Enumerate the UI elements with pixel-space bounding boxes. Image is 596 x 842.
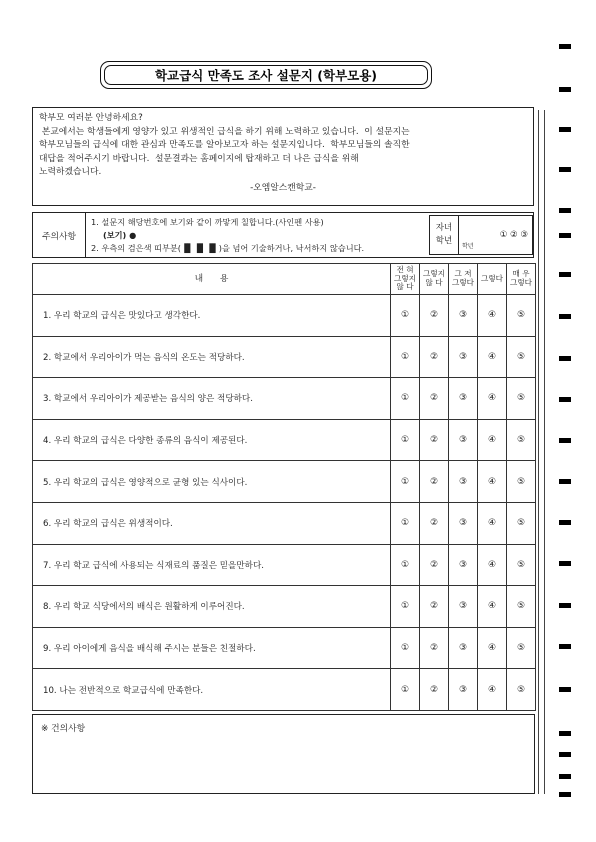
answer-option-2[interactable]: ② (420, 378, 449, 420)
answer-option-3[interactable]: ③ (449, 461, 478, 503)
intro-line: 대답을 적어주시기 바랍니다. 설문결과는 홈페이지에 탑재하고 더 나은 급식을 위해 (39, 153, 359, 164)
answer-option-3[interactable]: ③ (449, 336, 478, 378)
notice-text (91, 216, 364, 255)
question-text: 1. 우리 학교의 급식은 맛있다고 생각한다. (33, 295, 391, 337)
answer-option-5[interactable]: ⑤ (507, 627, 536, 669)
notice-box (32, 212, 534, 258)
answer-option-5[interactable]: ⑤ (507, 586, 536, 628)
answer-option-1[interactable]: ① (391, 669, 420, 711)
question-text: 4. 우리 학교의 급식은 다양한 종류의 음식이 제공된다. (33, 419, 391, 461)
timing-mark (559, 561, 571, 566)
timing-mark (559, 397, 571, 402)
answer-option-4[interactable]: ④ (478, 295, 507, 337)
table-row (33, 461, 536, 503)
header-option: 매 우 그렇다 (507, 264, 536, 295)
answer-option-4[interactable]: ④ (478, 586, 507, 628)
page-title: 학교급식 만족도 조사 설문지 (학부모용) (104, 65, 428, 85)
grade-choices[interactable]: ① ② ③ (499, 230, 528, 240)
question-text: 5. 우리 학교의 급식은 영양적으로 균형 있는 식사이다. (33, 461, 391, 503)
notice-line-1: 1. 설문지 해당번호에 보기와 같이 까맣게 칠합니다.(사인펜 사용) (91, 217, 324, 227)
header-content: 내 용 (33, 264, 391, 295)
answer-option-3[interactable]: ③ (449, 502, 478, 544)
suggestions-label: ※ 건의사항 (41, 724, 86, 734)
timing-mark (559, 774, 571, 779)
timing-mark (559, 208, 571, 213)
table-row (33, 586, 536, 628)
answer-option-1[interactable]: ① (391, 544, 420, 586)
answer-option-1[interactable]: ① (391, 461, 420, 503)
answer-option-2[interactable]: ② (420, 419, 449, 461)
answer-option-3[interactable]: ③ (449, 544, 478, 586)
answer-option-2[interactable]: ② (420, 336, 449, 378)
timing-mark (559, 167, 571, 172)
timing-mark (559, 438, 571, 443)
answer-option-5[interactable]: ⑤ (507, 336, 536, 378)
answer-option-3[interactable]: ③ (449, 419, 478, 461)
question-text: 6. 우리 학교의 급식은 위생적이다. (33, 502, 391, 544)
table-row (33, 502, 536, 544)
answer-option-5[interactable]: ⑤ (507, 669, 536, 711)
answer-option-1[interactable]: ① (391, 336, 420, 378)
table-row (33, 669, 536, 711)
notice-example: (보기) ● (103, 230, 137, 240)
answer-option-2[interactable]: ② (420, 544, 449, 586)
table-row (33, 378, 536, 420)
answer-option-4[interactable]: ④ (478, 627, 507, 669)
question-text: 10. 나는 전반적으로 학교급식에 만족한다. (33, 669, 391, 711)
answer-option-5[interactable]: ⑤ (507, 295, 536, 337)
timing-mark (559, 520, 571, 525)
timing-mark (559, 44, 571, 49)
intro-line: 학부모님들의 급식에 대한 관심과 만족도를 알아보고자 하는 설문지입니다. 학부모님들의 솔직한 (39, 140, 410, 151)
answer-option-5[interactable]: ⑤ (507, 461, 536, 503)
answer-option-3[interactable]: ③ (449, 295, 478, 337)
survey-table (32, 263, 536, 711)
answer-option-4[interactable]: ④ (478, 502, 507, 544)
answer-option-2[interactable]: ② (420, 461, 449, 503)
answer-option-3[interactable]: ③ (449, 378, 478, 420)
answer-option-2[interactable]: ② (420, 669, 449, 711)
notice-label: 주의사항 (33, 213, 86, 257)
notice-line-2: 2. 우측의 검은색 띠부분(▐▌▐▌▐▌)을 넘어 기술하거나, 낙서하지 않습니다. (91, 243, 365, 253)
answer-option-5[interactable]: ⑤ (507, 378, 536, 420)
table-row (33, 295, 536, 337)
table-row (33, 336, 536, 378)
answer-option-4[interactable]: ④ (478, 336, 507, 378)
header-option: 전 혀 그렇지 않 다 (391, 264, 420, 295)
answer-option-2[interactable]: ② (420, 586, 449, 628)
answer-option-2[interactable]: ② (420, 502, 449, 544)
answer-option-3[interactable]: ③ (449, 627, 478, 669)
timing-mark (559, 731, 571, 736)
table-row (33, 544, 536, 586)
grade-suffix: 학년 (462, 243, 474, 250)
answer-option-1[interactable]: ① (391, 627, 420, 669)
header-option: 그렇다 (478, 264, 507, 295)
answer-option-4[interactable]: ④ (478, 544, 507, 586)
timing-mark (559, 603, 571, 608)
answer-option-4[interactable]: ④ (478, 419, 507, 461)
answer-option-4[interactable]: ④ (478, 378, 507, 420)
intro-line: 본교에서는 학생들에게 영양가 있고 위생적인 급식을 하기 위해 노력하고 있습니다. 이 설문지는 (39, 126, 410, 137)
answer-option-1[interactable]: ① (391, 378, 420, 420)
answer-option-1[interactable]: ① (391, 586, 420, 628)
answer-option-1[interactable]: ① (391, 295, 420, 337)
timing-mark (559, 752, 571, 757)
answer-option-3[interactable]: ③ (449, 669, 478, 711)
timing-mark (559, 233, 571, 238)
answer-option-5[interactable]: ⑤ (507, 544, 536, 586)
answer-option-2[interactable]: ② (420, 295, 449, 337)
grade-field (429, 215, 533, 255)
timing-mark (559, 87, 571, 92)
intro-signature: -오엠알스캔학교- (250, 182, 316, 193)
answer-option-1[interactable]: ① (391, 419, 420, 461)
question-text: 2. 학교에서 우리아이가 먹는 음식의 온도는 적당하다. (33, 336, 391, 378)
header-option: 그 저 그렇다 (449, 264, 478, 295)
answer-option-5[interactable]: ⑤ (507, 502, 536, 544)
question-text: 3. 학교에서 우리아이가 제공받는 음식의 양은 적당하다. (33, 378, 391, 420)
timing-mark (559, 127, 571, 132)
table-row (33, 419, 536, 461)
timing-mark (559, 272, 571, 277)
timing-mark (559, 356, 571, 361)
intro-line: 노력하겠습니다. (39, 167, 102, 178)
answer-option-1[interactable]: ① (391, 502, 420, 544)
timing-mark (559, 687, 571, 692)
timing-mark (559, 314, 571, 319)
timing-mark (559, 644, 571, 649)
table-header-row (33, 264, 536, 295)
suggestions-box[interactable] (32, 714, 535, 794)
question-text: 8. 우리 학교 식당에서의 배식은 원활하게 이루어진다. (33, 586, 391, 628)
question-text: 7. 우리 학교 급식에 사용되는 식재료의 품질은 믿을만하다. (33, 544, 391, 586)
timing-mark (559, 792, 571, 797)
title-box (100, 61, 432, 89)
black-band (538, 110, 545, 794)
timing-mark (559, 479, 571, 484)
grade-label: 자녀 학년 (430, 216, 459, 254)
answer-option-4[interactable]: ④ (478, 461, 507, 503)
answer-option-2[interactable]: ② (420, 627, 449, 669)
answer-option-5[interactable]: ⑤ (507, 419, 536, 461)
answer-option-4[interactable]: ④ (478, 669, 507, 711)
intro-line: 학부모 여러분 안녕하세요? (39, 113, 143, 123)
header-option: 그렇지 않 다 (420, 264, 449, 295)
intro-box (32, 107, 534, 206)
table-row (33, 627, 536, 669)
question-text: 9. 우리 아이에게 음식을 배식해 주시는 분들은 친절하다. (33, 627, 391, 669)
answer-option-3[interactable]: ③ (449, 586, 478, 628)
